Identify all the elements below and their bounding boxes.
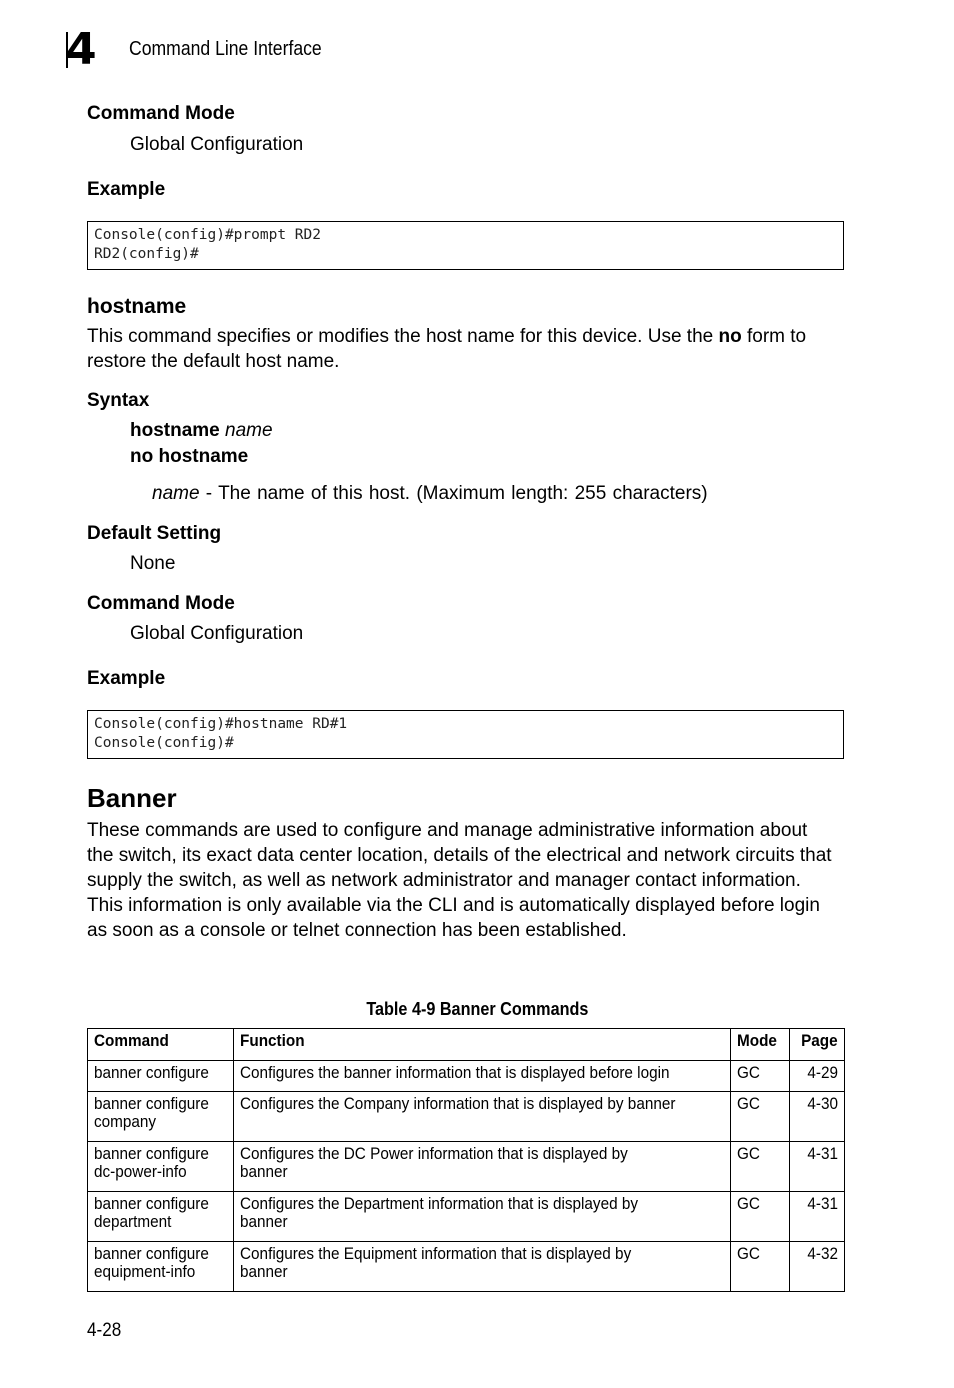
cell-function [233, 1242, 730, 1292]
param-name: name [152, 483, 200, 504]
chapter-number: 4 [66, 24, 97, 75]
cell-text: banner [239, 1162, 288, 1181]
header-function [233, 1029, 730, 1061]
page-number: 4-28 [87, 1320, 122, 1341]
hostname-param-desc [152, 483, 708, 505]
cell-command [88, 1192, 234, 1242]
hostname-desc-text: form to restore the default host name. [87, 326, 807, 372]
cell-text: 4-31 [807, 1194, 838, 1213]
cell-mode [730, 1242, 789, 1292]
cell-text: banner configure [94, 1194, 209, 1213]
param-text: - The name of this host. (Maximum length: 255 characters) [199, 483, 708, 504]
chapter-title: Command Line Interface [129, 38, 322, 60]
header-page [790, 1029, 845, 1061]
cell-mode [730, 1192, 789, 1242]
cell-text: GC [736, 1194, 760, 1213]
cell-text: GC [736, 1063, 760, 1082]
table-row [88, 1061, 845, 1092]
cell-text: Configures the banner information that is displayed before login [239, 1063, 670, 1082]
hostname-command-mode-value: Global Configuration [130, 623, 304, 644]
table-caption-text: Table 4-9 Banner Commands [365, 999, 589, 1019]
header-page-label: Page [801, 1031, 838, 1050]
code-line: Console(config)# [94, 735, 234, 751]
hostname-title: hostname [87, 295, 187, 318]
cell-text: 4-30 [807, 1094, 838, 1113]
table-caption [0, 999, 954, 1020]
cell-text: 4-29 [807, 1063, 838, 1082]
banner-description: These commands are used to configure and manage administrative information about the switch, its exact data center location, details of the electrical and network circuits that supply the switch, as well as network administrator and manager contact information. This information is only available via the CLI and is automatically displayed before login as soon as a console or telnet connection has been established. [87, 820, 832, 941]
cell-text: Configures the Equipment information that is displayed by [239, 1244, 632, 1263]
table-row [88, 1142, 845, 1192]
cell-function [233, 1061, 730, 1092]
header-command [88, 1029, 234, 1061]
header-mode [730, 1029, 789, 1061]
header-command-label: Command [94, 1031, 169, 1050]
cell-text: GC [736, 1244, 760, 1263]
cell-text: 4-32 [807, 1244, 838, 1263]
hostname-default-value: None [130, 553, 176, 574]
header-function-label: Function [239, 1031, 305, 1050]
hostname-desc-bold: no [718, 326, 742, 347]
cell-command [88, 1142, 234, 1192]
cell-text: GC [736, 1144, 760, 1163]
table-row [88, 1092, 845, 1142]
prompt-command-mode-value: Global Configuration [130, 134, 304, 155]
code-line: Console(config)#prompt RD2 [94, 227, 321, 243]
cell-text: company [94, 1112, 157, 1131]
cell-command [88, 1242, 234, 1292]
banner-commands-table [87, 1028, 845, 1292]
cell-text: Configures the DC Power information that is displayed by [239, 1144, 628, 1163]
cell-page [790, 1242, 845, 1292]
cell-text: banner configure [94, 1244, 209, 1263]
cell-text: Configures the Department information that is displayed by [239, 1194, 638, 1213]
syntax-command: hostname [130, 420, 220, 441]
cell-page [790, 1092, 845, 1142]
cell-mode [730, 1061, 789, 1092]
hostname-syntax-line2: no hostname [130, 446, 249, 467]
cell-text: dc-power-info [94, 1162, 187, 1181]
syntax-param: name [225, 420, 273, 441]
hostname-syntax-line1 [130, 420, 273, 442]
cell-function [233, 1192, 730, 1242]
code-line: Console(config)#hostname RD#1 [94, 716, 348, 732]
cell-text: banner [239, 1212, 288, 1231]
cell-text: banner configure [94, 1144, 209, 1163]
cell-mode [730, 1092, 789, 1142]
table-header-row [88, 1029, 845, 1061]
hostname-example-heading: Example [87, 668, 166, 689]
cell-page [790, 1142, 845, 1192]
cell-text: equipment-info [94, 1262, 196, 1281]
cell-text: Configures the Company information that is displayed by banner [239, 1094, 676, 1113]
hostname-command-mode-heading: Command Mode [87, 593, 235, 614]
hostname-description [87, 324, 847, 374]
cell-text: banner configure [94, 1094, 209, 1113]
cell-function [233, 1092, 730, 1142]
cell-page [790, 1061, 845, 1092]
prompt-example-code [87, 221, 844, 270]
cell-mode [730, 1142, 789, 1192]
header-mode-label: Mode [736, 1031, 777, 1050]
cell-text: 4-31 [807, 1144, 838, 1163]
prompt-command-mode-heading: Command Mode [87, 103, 235, 124]
banner-title: Banner [87, 783, 177, 813]
cell-command [88, 1092, 234, 1142]
cell-text: banner [239, 1262, 288, 1281]
table-row [88, 1242, 845, 1292]
cell-command [88, 1061, 234, 1092]
hostname-desc-text: This command specifies or modifies the host name for this device. Use the [87, 326, 719, 347]
hostname-default-heading: Default Setting [87, 523, 222, 544]
code-line: RD2(config)# [94, 246, 199, 262]
cell-page [790, 1192, 845, 1242]
hostname-example-code [87, 710, 844, 759]
cell-text: department [94, 1212, 172, 1231]
prompt-example-heading: Example [87, 179, 166, 200]
cell-text: GC [736, 1094, 760, 1113]
cell-text: banner configure [94, 1063, 209, 1082]
cell-function [233, 1142, 730, 1192]
hostname-syntax-heading: Syntax [87, 390, 150, 411]
table-row [88, 1192, 845, 1242]
